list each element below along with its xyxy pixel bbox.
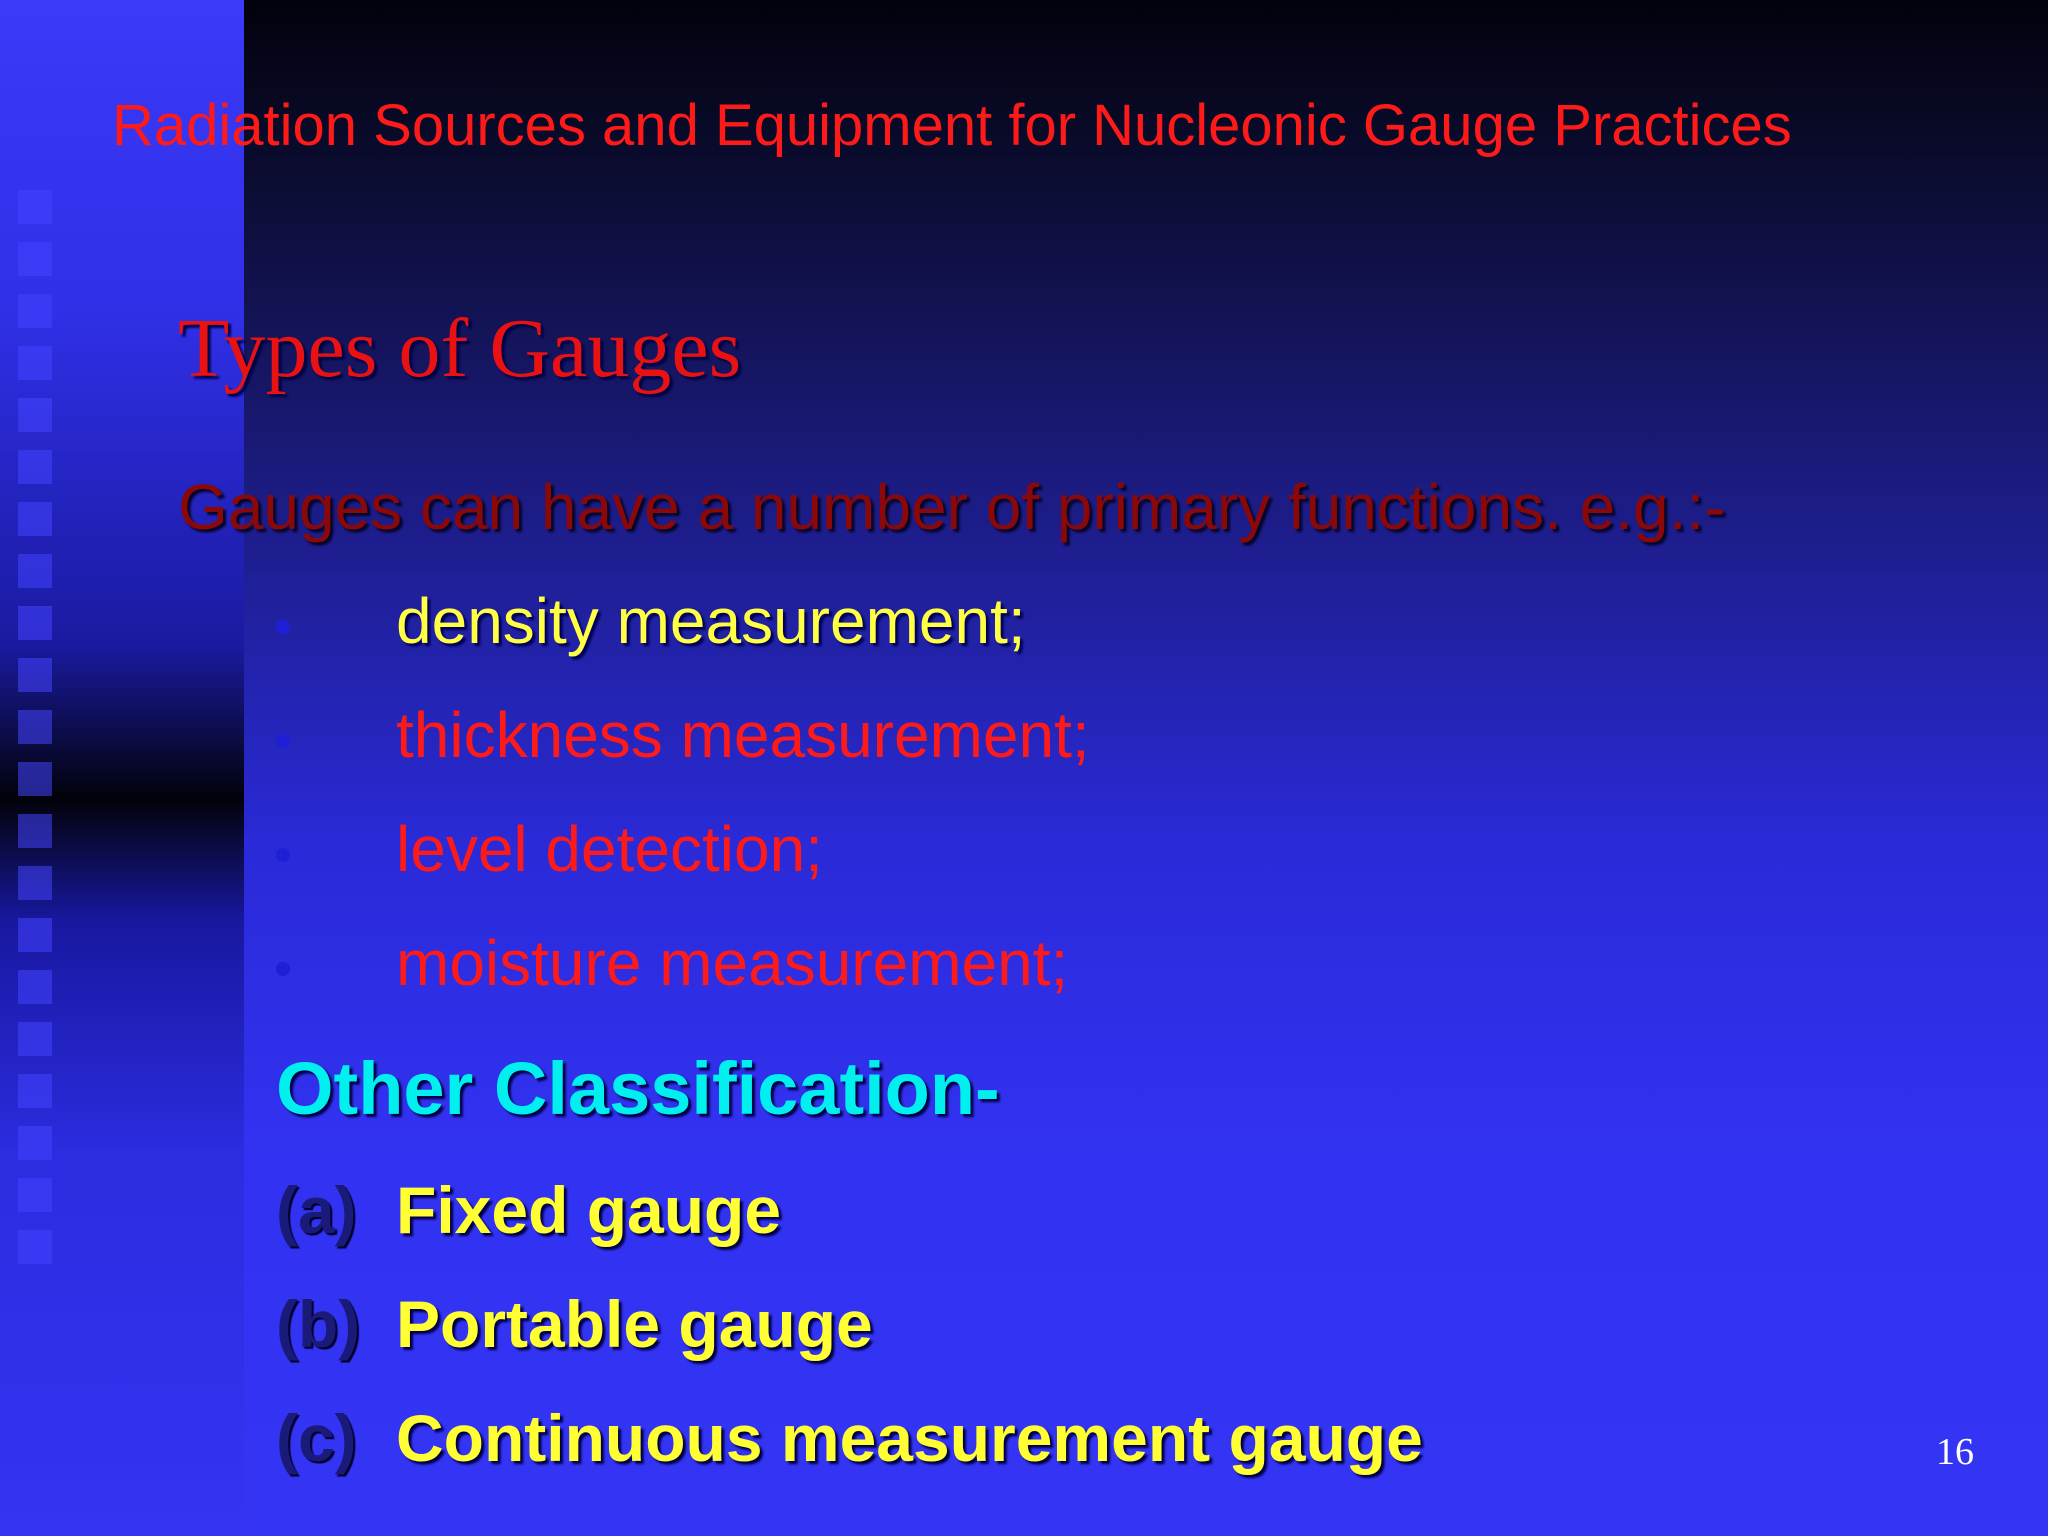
bullet-dot-icon [276,620,290,634]
decorative-square-column [18,190,52,1310]
decorative-square [18,866,52,900]
classification-text: Continuous measurement gauge [396,1401,1423,1475]
bullet-text: thickness measurement; [396,699,1090,771]
decorative-square [18,606,52,640]
decorative-square [18,1074,52,1108]
bullet-text: moisture measurement; [396,927,1069,999]
slide-title: Types of Gauges [178,302,742,395]
decorative-square [18,710,52,744]
decorative-square [18,1022,52,1056]
decorative-square [18,242,52,276]
bullet-text: level detection; [396,813,823,885]
decorative-square [18,1178,52,1212]
decorative-square [18,918,52,952]
decorative-square [18,554,52,588]
decorative-square [18,190,52,224]
left-decorative-bar [0,0,244,1536]
page-number: 16 [1936,1431,1974,1473]
decorative-square [18,658,52,692]
classification-marker: (b) [276,1287,361,1361]
bullet-dot-icon [276,962,290,976]
classification-marker: (a) [276,1173,357,1247]
decorative-square [18,1230,52,1264]
classification-text: Portable gauge [396,1287,873,1361]
classification-marker: (c) [276,1401,357,1475]
bullet-text: density measurement; [396,585,1026,657]
decorative-square [18,294,52,328]
decorative-square [18,814,52,848]
decorative-square [18,502,52,536]
decorative-square [18,398,52,432]
decorative-square [18,346,52,380]
decorative-square [18,762,52,796]
header-title: Radiation Sources and Equipment for Nucleonic Gauge Practices [112,93,1792,158]
decorative-square [18,1126,52,1160]
classification-text: Fixed gauge [396,1173,782,1247]
bullet-dot-icon [276,848,290,862]
decorative-square [18,450,52,484]
bullet-dot-icon [276,734,290,748]
classification-heading: Other Classification- [276,1047,1000,1130]
intro-text: Gauges can have a number of primary functions. e.g.:- [178,471,1726,543]
decorative-square [18,970,52,1004]
